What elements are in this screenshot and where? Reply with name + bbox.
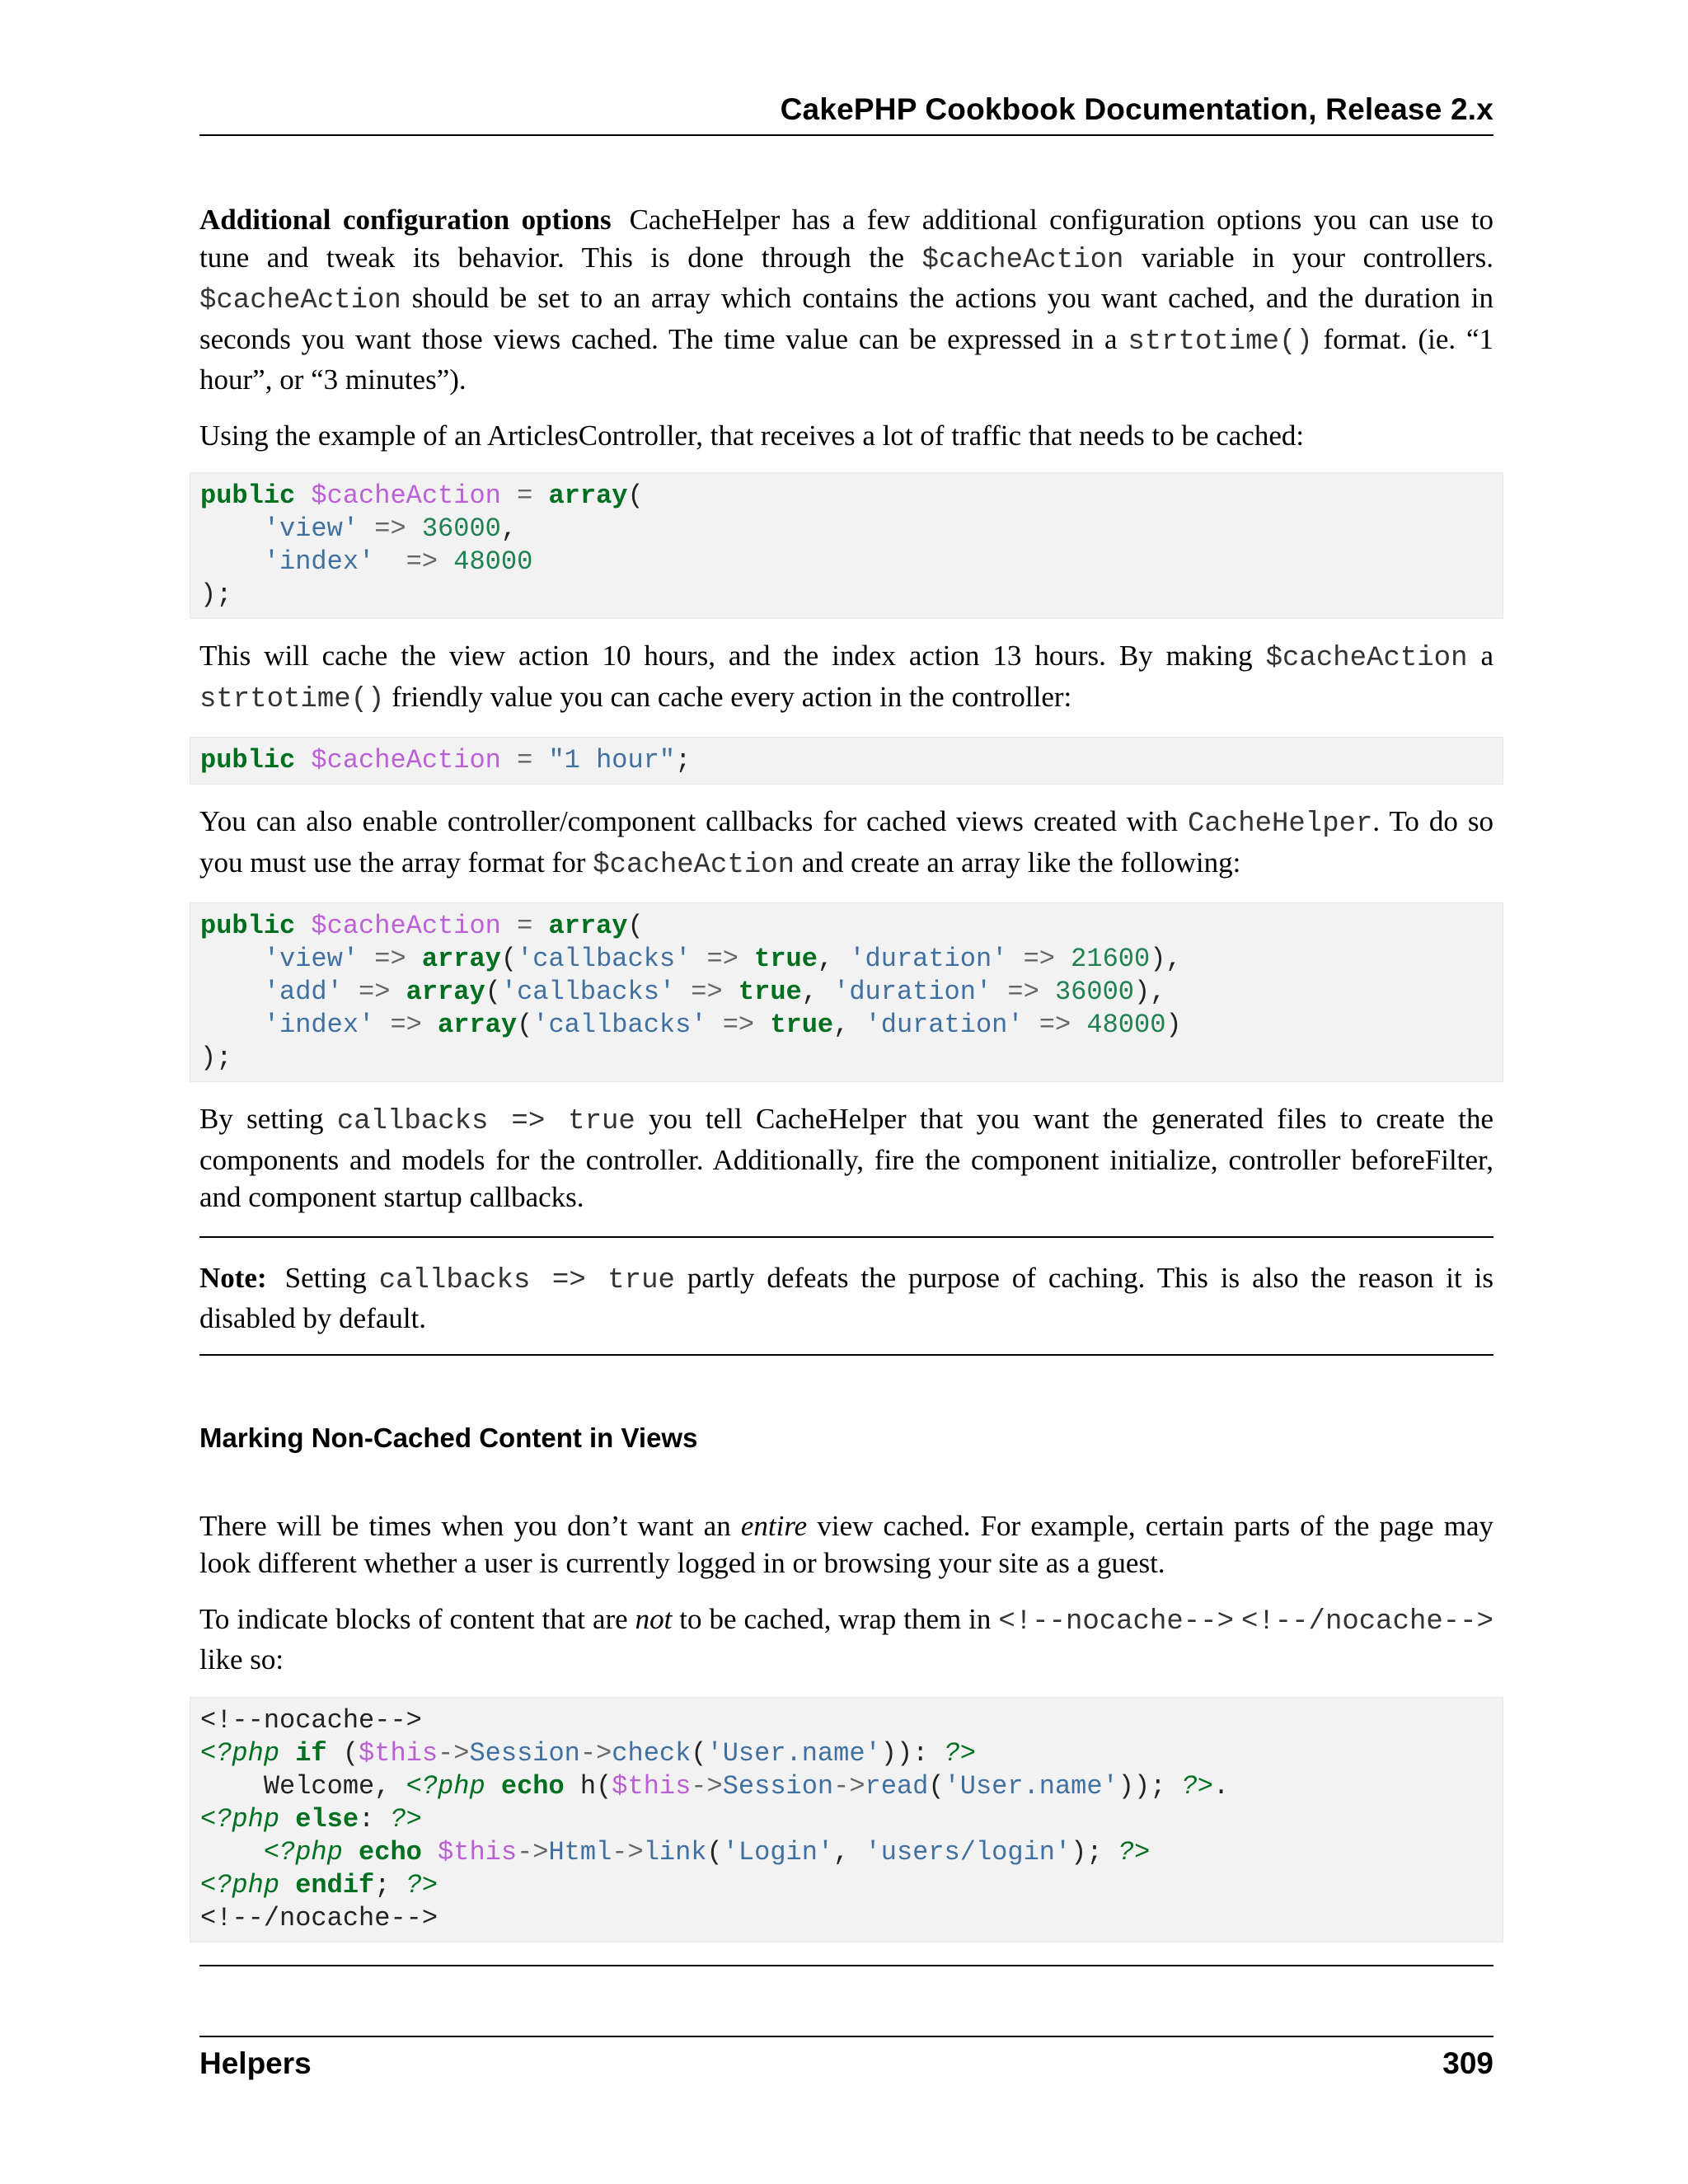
footer-rule — [199, 2036, 1493, 2037]
footer-section-title: Helpers — [199, 2046, 312, 2080]
callbacks-explanation-paragraph: By setting callbacks => true you tell CacheHelper that you want the generated files to create the components and models for the controller. Additionally, fire the component initialize, controller beforeFilter, and component startup callbacks. — [199, 1103, 1493, 1213]
note-text: Note: Setting callbacks => true partly defeats the purpose of caching. This is also the reason it is disabled by default. — [199, 1261, 1493, 1334]
code-block-nocache: <!--nocache--> <?php if ($this->Session->check('User.name')): ?> Welcome, <?php echo h($this->Session->read('User.name')); ?>. <?php else: ?> <?php echo $this->Html->link('Login', 'users/login'); ?> <?php endif; ?> <!--/nocache--> — [190, 1697, 1503, 1943]
config-options-paragraph: Additional configuration options CacheHelper has a few additional configuration options you can use to tune and tweak its behavior. This is done through the $cacheAction variable in your controllers. $cacheAction should be set to an array which contains the actions you want cached, and the duration in seconds you want those views cached. The time value can be expressed in a strtotime() format. (ie. “1 hour”, or “3 minutes”). — [199, 204, 1494, 396]
code-block-callbacks-array: public $cacheAction = array( 'view' => array('callbacks' => true, 'duration' => 21600), 'add' => array('callbacks' => true, 'duration' => 36000), 'index' => array('callbacks' => true, 'duration' => 48000) ); — [190, 902, 1503, 1082]
code-block-cacheaction-string: public $cacheAction = "1 hour"; — [190, 737, 1503, 785]
content-flow — [199, 201, 1493, 1961]
nocache-instruction-paragraph: To indicate blocks of content that are not to be cached, wrap them in <!--nocache--> <!--/nocache--> like so: — [199, 1602, 1493, 1675]
note-admonition — [199, 1236, 1493, 1356]
inline-code: strtotime() — [199, 683, 385, 715]
inline-code: CacheHelper — [1187, 808, 1373, 840]
inline-code: $cacheAction — [593, 849, 795, 881]
code-block-cacheaction-array: public $cacheAction = array( 'view' => 36000, 'index' => 48000 ); — [190, 472, 1503, 619]
note-label: Note: — [199, 1261, 267, 1294]
cache-duration-paragraph: This will cache the view action 10 hours, and the index action 13 hours. By making $cacheAction a strtotime() friendly value you can cache every action in the controller: — [199, 640, 1493, 715]
inline-code: $cacheAction — [921, 244, 1124, 276]
example-intro-paragraph: Using the example of an ArticlesController, that receives a lot of traffic that needs to be cached: — [199, 419, 1305, 452]
inline-code: callbacks => true — [336, 1106, 635, 1137]
running-header: CakePHP Cookbook Documentation, Release 2.x — [780, 92, 1493, 126]
inline-code: <!--nocache--> — [998, 1605, 1234, 1638]
section-heading: Marking Non-Cached Content in Views — [199, 1422, 698, 1453]
inline-code: strtotime() — [1128, 326, 1313, 358]
inline-code: callbacks => true — [378, 1264, 675, 1296]
page-number: 309 — [1442, 2046, 1493, 2080]
paragraph-lead: Additional configuration options — [199, 204, 612, 236]
callbacks-intro-paragraph: You can also enable controller/component callbacks for cached views created with CacheHelper. To do so you must use the array format for $cacheAction and create an array like the following: — [199, 805, 1493, 881]
inline-code: $cacheAction — [1265, 643, 1468, 674]
inline-code: $cacheAction — [199, 285, 401, 316]
section-end-rule — [199, 1965, 1493, 1966]
non-cached-intro-paragraph: There will be times when you don’t want an entire view cached. For example, certain parts of the page may look different whether a user is currently logged in or browsing your site as a guest. — [199, 1509, 1493, 1579]
header-rule — [199, 134, 1493, 136]
inline-code: <!--/nocache--> — [1240, 1605, 1493, 1638]
